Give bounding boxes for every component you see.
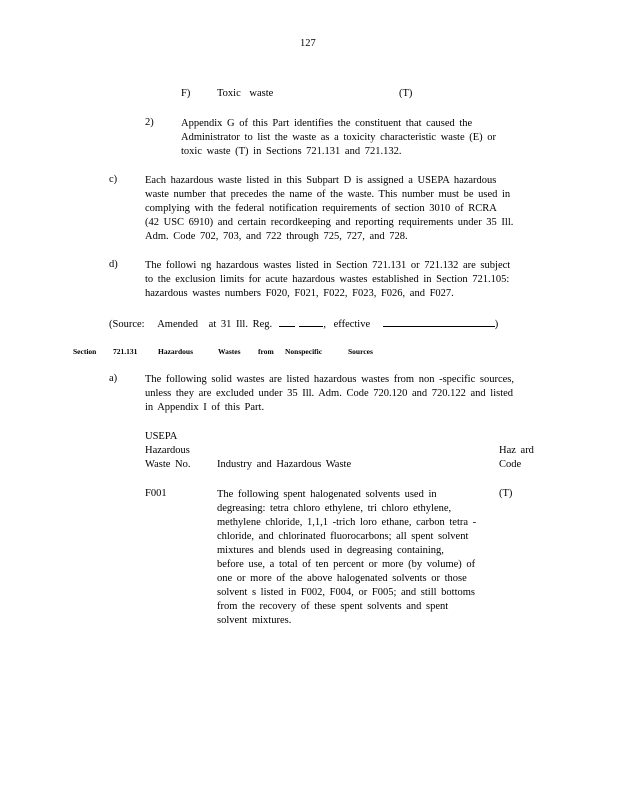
section-title-word: Nonspecific — [285, 347, 323, 356]
item-c-line: Each hazardous waste listed in this Subpart D is assigned a USEPA hazardous — [145, 175, 497, 186]
source-reg-page-blank — [299, 316, 323, 327]
source-amended: Amended — [157, 319, 199, 330]
item-c-line: waste number that precedes the name of the waste. This number must be used in — [145, 189, 511, 200]
item-a-label: a) — [109, 373, 118, 384]
source-effective-date-blank — [383, 316, 495, 327]
item-f-code: (T) — [399, 88, 413, 99]
item-a-line: in Appendix I of this Part. — [145, 402, 265, 413]
item-c-line: Adm. Code 702, 703, and 722 through 725, 727, and 728. — [145, 231, 408, 242]
description-line: solvent s listed in F002, F004, or F005; and still bottoms — [217, 587, 476, 598]
description-line: mixtures and blends used in degreasing containing, — [217, 545, 444, 556]
source-effective: effective — [333, 319, 371, 330]
item-c-paragraph — [145, 174, 545, 244]
item-a-line: unless they are excluded under 35 Ill. Adm. Code 720.120 and 720.122 and listed — [145, 388, 514, 399]
description-line: before use, a total of ten percent or more (by volume) of — [217, 559, 476, 570]
source-reg: at 31 Ill. Reg. — [208, 319, 273, 330]
item-f-label: F) — [181, 88, 191, 99]
item-d-line: hazardous wastes numbers F020, F021, F022, F023, F026, and F027. — [145, 288, 454, 299]
item-2-line: toxic waste (T) in Sections 721.131 and 721.132. — [181, 146, 402, 157]
table-header-waste-number — [145, 430, 190, 472]
source-prefix: (Source: — [109, 319, 145, 330]
item-d-label: d) — [109, 259, 118, 270]
item-2-line: Administrator to list the waste as a toxicity characteristic waste (E) or — [181, 132, 497, 143]
table-row-description — [217, 488, 492, 628]
item-f-text: Toxic waste — [217, 88, 274, 99]
description-line: one or more of the above halogenated solvents or those — [217, 573, 467, 584]
description-line: The following spent halogenated solvents used in — [217, 489, 437, 500]
description-line: methylene chloride, 1,1,1 -trich loro ethane, carbon tetra - — [217, 517, 477, 528]
section-label: Section — [73, 347, 97, 356]
table-row-hazard-code: (T) — [499, 488, 513, 499]
item-c-label: c) — [109, 174, 118, 185]
item-d-line: The followi ng hazardous wastes listed in Section 721.131 or 721.132 are subject — [145, 260, 511, 271]
source-close: ) — [494, 319, 499, 330]
description-line: solvent mixtures. — [217, 615, 292, 626]
item-d-paragraph — [145, 259, 545, 301]
table-header-line: Hazardous — [145, 445, 190, 456]
item-d-line: to the exclusion limits for acute hazardous wastes established in Section 721.105: — [145, 274, 510, 285]
table-header-line: Code — [499, 459, 522, 470]
source-reg-volume-blank — [279, 316, 295, 327]
table-header-industry: Industry and Hazardous Waste — [217, 459, 352, 470]
page-number: 127 — [300, 38, 316, 49]
item-a-paragraph — [145, 373, 545, 415]
table-header-line: Waste No. — [145, 459, 191, 470]
description-line: chloride, and chlorinated fluorocarbons; all spent solvent — [217, 531, 469, 542]
item-2-label: 2) — [145, 117, 154, 128]
table-header-hazard-code — [499, 444, 534, 472]
description-line: degreasing: tetra chloro ethylene, tri chloro ethylene, — [217, 503, 452, 514]
item-a-line: The following solid wastes are listed hazardous wastes from non -specific sources, — [145, 374, 514, 385]
section-title-word: from — [258, 347, 274, 356]
table-header-line: Haz ard — [499, 445, 534, 456]
item-2-paragraph — [181, 117, 531, 159]
table-header-line: USEPA — [145, 431, 178, 442]
source-line: (Source: Amended at 31 Ill. Reg. , effective ) — [109, 316, 498, 330]
section-title-word: Sources — [348, 347, 373, 356]
section-title-word: Hazardous — [158, 347, 194, 356]
item-c-line: complying with the federal notification requirements of section 3010 of RCRA — [145, 203, 497, 214]
description-line: from the recovery of these spent solvents and spent — [217, 601, 449, 612]
item-2-line: Appendix G of this Part identifies the constituent that caused the — [181, 118, 473, 129]
section-number: 721.131 — [113, 347, 138, 356]
section-title-word: Wastes — [218, 347, 241, 356]
item-c-line: (42 USC 6910) and certain recordkeeping and reporting requirements under 35 Ill. — [145, 217, 514, 228]
table-row-waste-number: F001 — [145, 488, 167, 499]
